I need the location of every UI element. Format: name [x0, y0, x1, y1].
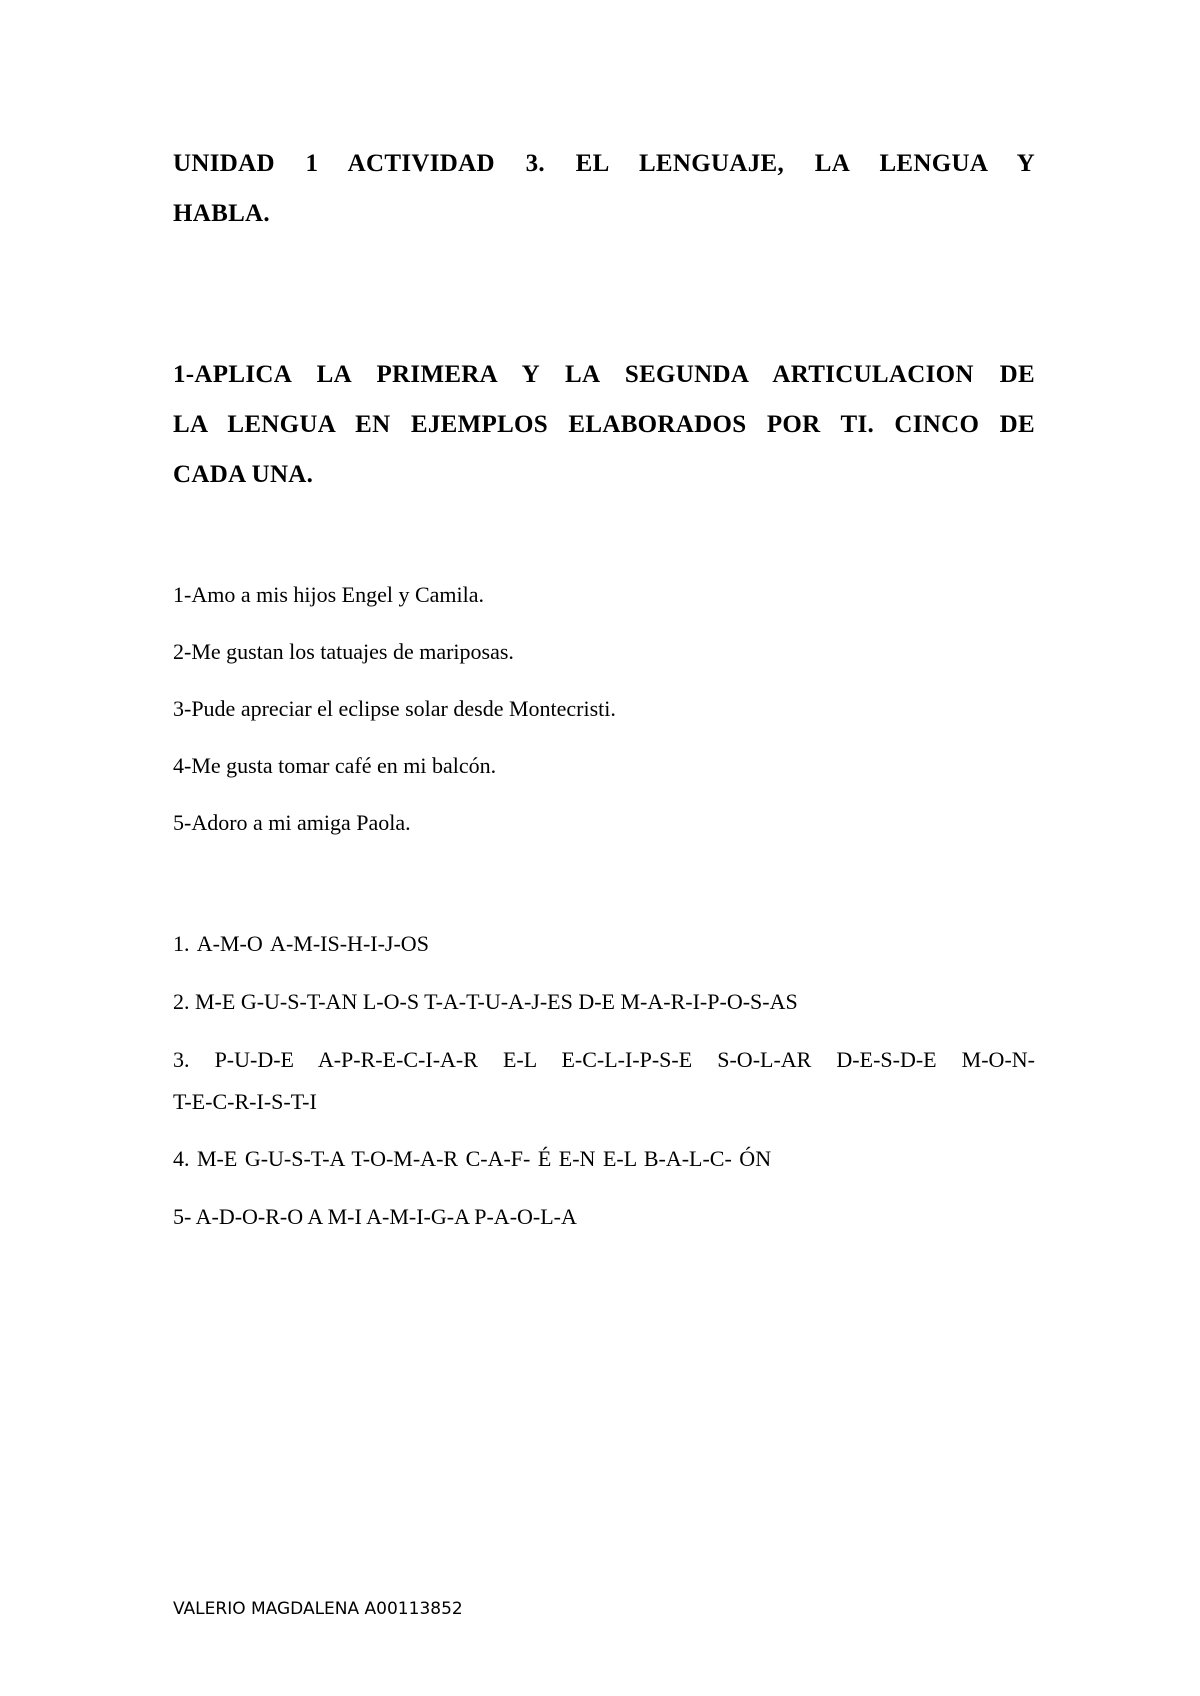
articulation-3-line-1: 3. P-U-D-E A-P-R-E-C-I-A-R E-L E-C-L-I-P-S-E S-O-L-AR D-E-S-D-E M-O-N-	[173, 1047, 1035, 1072]
articulation-3-line-2: T-E-C-R-I-S-T-I	[173, 1089, 317, 1114]
question-heading	[173, 350, 1035, 500]
sentence-2: 2-Me gustan los tatuajes de mariposas.	[173, 639, 514, 664]
question-line-3: CADA UNA.	[173, 461, 314, 488]
articulation-1: 1. A-M-O A-M-IS-H-I-J-OS	[173, 931, 429, 956]
document-title	[173, 139, 1035, 239]
title-line-2: HABLA.	[173, 200, 270, 227]
articulation-5: 5- A-D-O-R-O A M-I A-M-I-G-A P-A-O-L-A	[173, 1204, 577, 1229]
articulation-3	[173, 1045, 1035, 1075]
question-line-1: 1-APLICA LA PRIMERA Y LA SEGUNDA ARTICULACION DE	[173, 361, 1035, 388]
sentence-3: 3-Pude apreciar el eclipse solar desde Montecristi.	[173, 696, 616, 721]
articulation-2: 2. M-E G-U-S-T-AN L-O-S T-A-T-U-A-J-ES D-E M-A-R-I-P-O-S-AS	[173, 989, 798, 1014]
sentence-1: 1-Amo a mis hijos Engel y Camila.	[173, 582, 485, 607]
page-footer: VALERIO MAGDALENA A00113852	[173, 1599, 463, 1619]
sentence-5: 5-Adoro a mi amiga Paola.	[173, 810, 411, 835]
articulation-4: 4. M-E G-U-S-T-A T-O-M-A-R C-A-F- É E-N E-L B-A-L-C- ÓN	[173, 1146, 772, 1171]
title-line-1: UNIDAD 1 ACTIVIDAD 3. EL LENGUAJE, LA LENGUA Y	[173, 150, 1035, 177]
question-line-2: LA LENGUA EN EJEMPLOS ELABORADOS POR TI. CINCO DE	[173, 411, 1035, 438]
sentence-4: 4-Me gusta tomar café en mi balcón.	[173, 753, 497, 778]
